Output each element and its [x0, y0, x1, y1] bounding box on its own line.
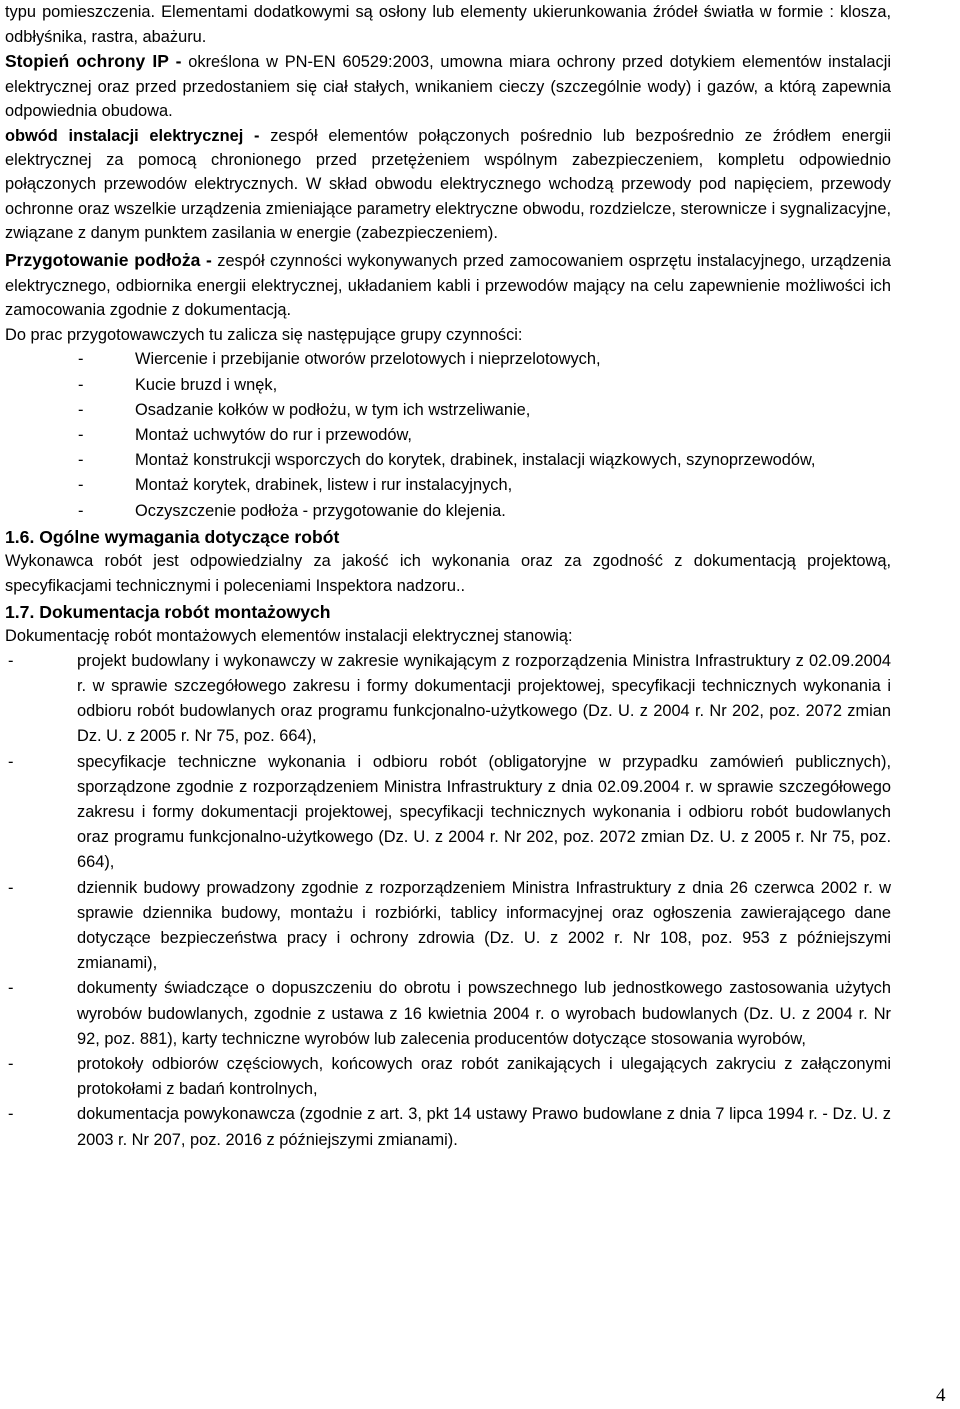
list-item: - dokumentacja powykonawcza (zgodnie z art. 3, pkt 14 ustawy Prawo budowlane z dnia 7 lipca 1994 r. - Dz. U. z 2003 r. Nr 207, poz. 2016 z późniejszymi zmianami). — [8, 1105, 891, 1149]
list-item: - Wiercenie i przebijanie otworów przelotowych i nieprzelotowych, — [78, 350, 601, 369]
prep-text: zespół czynności wykonywanych przed zamocowaniem osprzętu instalacyjnego, urządzenia elektrycznego, odbiornika energii elektrycznej, układaniem kabli i przewodów mający na celu zapewnienie możliwości ich zamocowania zgodnie z dokumentacją. — [5, 251, 891, 320]
prep-term: Przygotowanie podłoża - — [5, 249, 212, 270]
page-number: 4 — [936, 1385, 946, 1406]
circuit-text: zespół elementów połączonych pośrednio lub bezpośrednio ze źródłem energii elektrycznej za pomocą chronionego przed przetężeniem wspólnym zabezpieczeniem, kompletu odpowiednio połączonych przewodów elektrycznych. W skład obwodu elektrycznego wchodzą przewody pod napięciem, przewody ochronne oraz wszelkie urządzenia zmieniające parametry elektryczne obwodu, rozdzielcze, sterownicze i sygnalizacyjne, związane z danym punktem zasilania w energie (zabezpieczeniem). — [5, 126, 891, 242]
section-heading-1-7: 1.7. Dokumentacja robót montażowych — [5, 601, 331, 622]
section-heading-1-6: 1.6. Ogólne wymagania dotyczące robót — [5, 526, 340, 547]
circuit-definition — [5, 124, 891, 245]
list-item: - Montaż konstrukcji wsporczych do korytek, drabinek, instalacji wiązkowych, szynoprzewodów, — [78, 451, 816, 470]
intro-paragraph: typu pomieszczenia. Elementami dodatkowymi są osłony lub elementy ukierunkowania źródeł światła w formie : klosza, odbłyśnika, rastra, abażuru. — [5, 3, 891, 46]
circuit-term: obwód instalacji elektrycznej - — [5, 126, 260, 145]
list-item: - dokumenty świadczące o dopuszczeniu do obrotu i powszechnego lub jednostkowego zastosowania użytych wyrobów budowlanych, zgodnie z ustawa z 16 kwietnia 2004 r. o wyrobach budowlanych (Dz. U. z 2004 r. Nr 92, poz. 881), karty techniczne wyrobów lub zalecenia producentów dotyczące stosowania wyrobów, — [8, 979, 891, 1048]
list-item: - Montaż uchwytów do rur i przewodów, — [78, 425, 412, 444]
list-item: - Osadzanie kołków w podłożu, w tym ich wstrzeliwanie, — [78, 400, 531, 419]
ip-text: określona w PN-EN 60529:2003, umowna miara ochrony przed dotykiem elementów instalacji elektrycznej oraz przed przedostaniem się ciał stałych, wnikaniem cieczy (szczególnie wody) i gazów, a którą zapewnia odpowiednia obudowa. — [5, 53, 891, 121]
list-item: - Montaż korytek, drabinek, listew i rur instalacyjnych, — [78, 476, 513, 495]
section-1-6-text: Wykonawca robót jest odpowiedzialny za jakość ich wykonania oraz za zgodność z dokumentacją projektową, specyfikacjami technicznymi i poleceniami Inspektora nadzoru.. — [5, 552, 891, 595]
list-item: - projekt budowlany i wykonawczy w zakresie wynikającym z rozporządzenia Ministra Infrastruktury z 02.09.2004 r. w sprawie szczegółowego zakresu i formy dokumentacji projektowej, specyfikacji technicznych wykonania i odbioru robót budowlanych oraz programu funkcjonalno-użytkowego (Dz. U. z 2004 r. Nr 202, poz. 2072 zmian Dz. U. z 2005 r. Nr 75, poz. 664), — [8, 651, 891, 746]
prep-list-intro: Do prac przygotowawczych tu zalicza się następujące grupy czynności: — [5, 325, 523, 344]
list-item: - dziennik budowy prowadzony zgodnie z rozporządzeniem Ministra Infrastruktury z dnia 26 czerwca 2002 r. w sprawie dziennika budowy, montażu i rozbiórki, tablicy informacyjnej oraz ogłoszenia zawierającego dane dotyczące bezpieczeństwa pracy i ochrony zdrowia (Dz. U. z 2002 r. Nr 108, poz. 953 z późniejszymi zmianami), — [8, 878, 891, 973]
prep-list — [5, 347, 891, 523]
prep-definition — [5, 248, 891, 323]
document-page — [5, 0, 891, 1153]
list-item: - specyfikacje techniczne wykonania i odbioru robót (obligatoryjne w przypadku zamówień publicznych), sporządzone zgodnie z rozporządzeniem Ministra Infrastruktury z dnia 02.09.2004 r. w sprawie szczegółowego zakresu i formy dokumentacji projektowej, specyfikacji technicznych wykonania i odbioru robót budowlanych oraz programu funkcjonalno-użytkowego (Dz. U. z 2004 r. Nr 202, poz. 2072 zmian Dz. U. z 2005 r. Nr 75, poz. 664), — [8, 752, 891, 872]
ip-definition — [5, 49, 891, 124]
section-1-7-intro: Dokumentację robót montażowych elementów instalacji elektrycznej stanowią: — [5, 627, 573, 646]
list-item: - Oczyszczenie podłoża - przygotowanie do klejenia. — [78, 501, 506, 520]
ip-term: Stopień ochrony IP - — [5, 51, 182, 72]
documentation-list — [5, 649, 891, 1153]
list-item: - Kucie bruzd i wnęk, — [78, 375, 278, 394]
list-item: - protokoły odbiorów częściowych, końcowych oraz robót zanikających i ulegających zakryciu z załączonymi protokołami z badań kontrolnych, — [8, 1055, 891, 1099]
